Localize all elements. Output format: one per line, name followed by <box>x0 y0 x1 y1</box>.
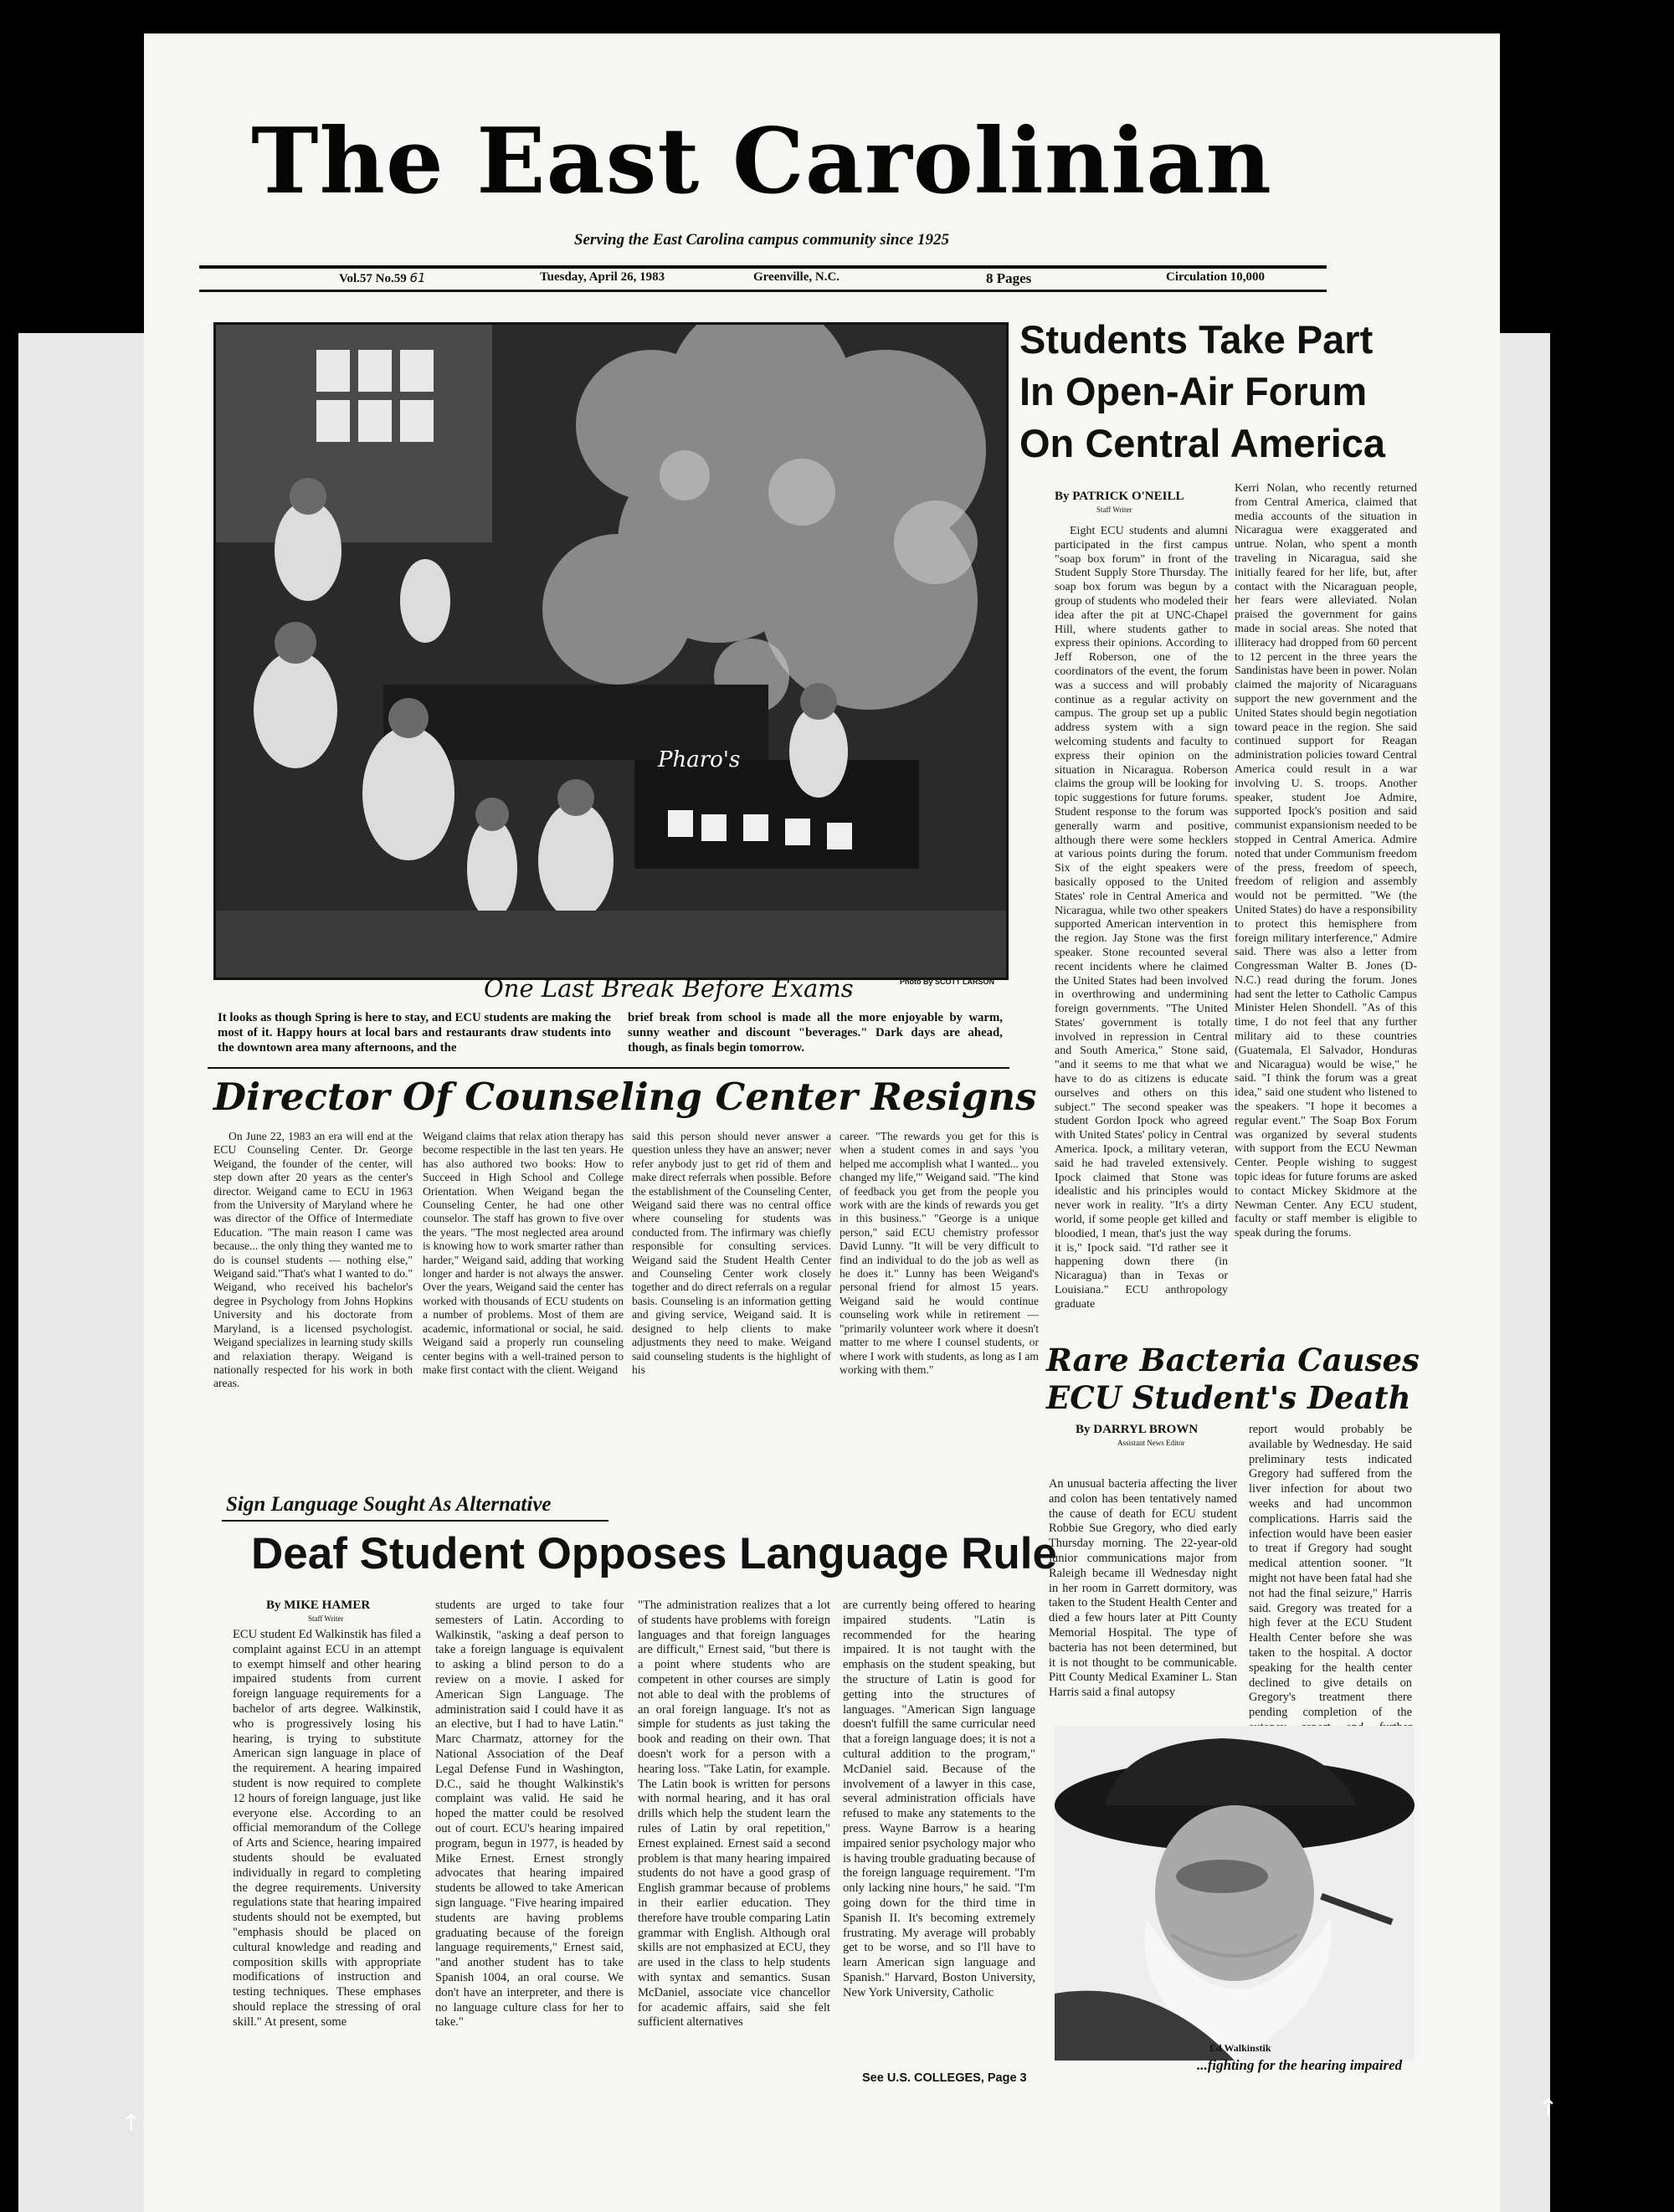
photo-title: One Last Break Before Exams <box>484 974 854 1003</box>
forum-headline-line2: In Open-Air Forum <box>1019 369 1368 413</box>
handwritten-issue-note: 61 <box>409 270 426 285</box>
kicker-underline <box>222 1520 608 1522</box>
photo-caption-left: It looks as though Spring is here to stay, and ECU students are making the most of it. Happy hours at local bars and restaurants draw students into the downtown area many afternoons, and the <box>218 1011 611 1055</box>
masthead-tagline: Serving the East Carolina campus community since 1925 <box>573 231 950 249</box>
photo-caption-right: brief break from school is made all the more enjoyable by warm, sunny weather and discount "beverages." Dark days are ahead, though, as finals begin tomorrow. <box>628 1011 1003 1055</box>
walkinstik-photo-name: Ed Walkinstik <box>1209 2042 1271 2054</box>
deaf-byline <box>266 1599 370 1623</box>
bacteria-headline-line1: Rare Bacteria Causes <box>1046 1342 1420 1378</box>
counseling-column-3: said this person should never answer a question unless they have an answer; never refer anybody just to get rid of them and make direct referrals when possible. Before the establishment of the Counseling Center, Weigand said there was no central office where counseling for students was conducted from. The infirmary was chiefly responsible for consulting services. Weigand said the Student Health Center and Counseling Center work closely together and do direct referrals on a regular basis. Counseling is an information getting and giving service, Weigand said. It is designed to help clients to make adjustments they need to make. Weigand said counseling students is the highlight of his <box>632 1130 831 1376</box>
deaf-column-4: are currently being offered to hearing impaired students. "Latin is recommended for the hearing impaired. It is not taught with the emphasis on the student speaking, but the structure of Latin is good for getting into the structures of languages. "American Sign language doesn't fulfill the same curricular need that a foreign language does; it is not a cultural addition to the program," McDaniel said. Because of the involvement of a lawyer in this case, several administration officials have refused to make any statements to the press. Wayne Barrow is a hearing impaired senior psychology major who is having trouble graduating because of the foreign language requirement. "I'm only lacking nine hours," he said. "I'm going down for the third time in Spanish II. It's becoming extremely frustrating. My average will probably get to be worse, and so I'll have to learn American sign language and Spanish." Harvard, Boston University, New York University, Catholic <box>843 1599 1035 1999</box>
happy-hour-photo-image <box>216 325 1006 978</box>
circulation: Circulation 10,000 <box>1166 270 1266 284</box>
masthead-title: The East Carolinian <box>251 109 1272 214</box>
forum-byline-name: By PATRICK O'NEILL <box>1055 490 1184 503</box>
masthead-rule-top <box>199 265 1327 269</box>
volume-number: Vol.57 No.59 61 <box>339 270 426 285</box>
forum-byline-title: Staff Writer <box>1096 506 1132 514</box>
forum-column-2: Kerri Nolan, who recently returned from Central America, claimed that media accounts of the situation in Nicaragua were exaggerated and untrue. Nolan, who spent a month traveling in Nicaragua, said she initially feared for her life, but, after contact with the Nicaraguan people, her fears were alleviated. Nolan praised the government for gains made in social areas. She noted that illiteracy had dropped from 60 percent to 12 percent in the three years the Sandinistas have been in power. Nolan claimed the majority of Nicaraguans support the new government and the United States should begin negotiation toward peace in the region. She said continued support for Reagan administration policies toward Central America could result in a war involving U. S. troops. Another speaker, student Joe Admire, supported Ipock's position and said communist expansionism needed to be stopped in Central America. Admire noted that under Communism freedom of the press, freedom of speech, freedom of religion and assembly would not be permitted. "We (the United States) do have a responsibility to protect this hemisphere from foreign military interference," Admire said. There was also a letter from Congressman Walter B. Jones (D-N.C.) read during the forum. Jones had sent the letter to Catholic Campus Minister Helen Shondell. "As of this time, I do not feel that any further military aid to these countries (Guatemala, El Salvador, Honduras and Nicaragua) would be wise," he said. "I think the forum was a great idea," said one student who listened to the speakers. "I hope it becomes a regular event." The Soap Box Forum was organized by several students with support from the ECU Newman Center. People wishing to suggest topic ideas for future forums are asked to contact Mickey Skidmore at the Newman Center. Any ECU student, faculty or staff member is eligible to speak during the forums. <box>1235 482 1417 1240</box>
forum-headline-line1: Students Take Part <box>1019 317 1374 362</box>
bacteria-byline <box>1076 1423 1198 1447</box>
crop-mark-arrow: ↑ <box>121 2109 141 2137</box>
issue-date: Tuesday, April 26, 1983 <box>540 270 665 284</box>
bacteria-column-1: An unusual bacteria affecting the liver and colon has been tentatively named the cause of death for ECU student Robbie Sue Gregory, who died early Thursday morning. The 22-year-old junior communications major from Raleigh became ill Wednesday night in her room in Garrett dormitory, was taken to the Student Health Center and died a few hours later at Pitt County Memorial Hospital. The type of bacteria has not been determined, but it is not thought to be communicable. Pitt County Medical Examiner L. Stan Harris said a final autopsy <box>1049 1477 1237 1700</box>
forum-column-1: Eight ECU students and alumni participated in the first campus "soap box forum" in front of the Student Supply Store Thursday. The soap box forum was begun by a group of students who modeled their idea after the pit at UNC-Chapel Hill, where students gather to express their opinions. According to Jeff Roberson, one of the coordinators of the event, the forum was a success and will probably continue as a regular activity on campus. The group set up a public address system with a sign welcoming students and faculty to express their opinion on the situation in Nicaragua. Roberson claims the group will be looking for topic suggestions for future forums. Student response to the forum was generally warm and positive, although there were some hecklers at various points during the forum. Six of the eight speakers were basically opposed to the United States' role in Central America and Nicaragua, while two other speakers supported American intervention in the region. Jay Stone was the first speaker. Stone recounted several recent incidents where he claimed the United States had been involved in overthrowing and undermining foreign governments. "The United States' government is totally involved in repression in Central and South America," Stone said, "and it seems to me that what we have to do as citizens is educate ourselves and others on this subject." The second speaker was student Gordon Ipock who agreed with United States' policy in Central America. Ipock, a military veteran, said he had traveled extensively. Ipock claimed that Stone was idealistic and his principles would never work in reality. "It's a dirty world, if some people get killed and bloodied, I mean, that's just the way it is," Ipock said. "I'd rather see it happening down there (in Nicaragua) than in Texas or Louisiana." ECU anthropology graduate <box>1055 525 1228 1311</box>
deaf-byline-title: Staff Writer <box>308 1614 344 1623</box>
bacteria-byline-title: Assistant News Editor <box>1117 1439 1185 1447</box>
pharos-sign-text: Pharo's <box>658 747 741 772</box>
issue-location: Greenville, N.C. <box>753 270 840 284</box>
deaf-headline: Deaf Student Opposes Language Rule <box>251 1529 1057 1578</box>
deaf-column-1: ECU student Ed Walkinstik has filed a complaint against ECU in an attempt to exempt himself and other hearing impaired students from current foreign language requirements for a bachelor of arts degree. Walkinstik, who is progressively losing his hearing, is trying to substitute American sign language in place of the requirement. A hearing impaired student is now required to complete 12 hours of foreign language, just like everyone else. According to an official memorandum of the College of Arts and Science, hearing impaired students should be evaluated individually in regard to completing the degree requirements. University regulations state that hearing impaired students should not be exempted, but "emphasis should be placed on cultural knowledge and reading and composition skills with appropriate modifications of instruction and testing techniques. These emphases should replace the stressing of oral skill." At present, some <box>233 1628 421 2029</box>
counseling-headline: Director Of Counseling Center Resigns <box>213 1075 1037 1119</box>
bacteria-column-2: report would probably be available by Wednesday. He said preliminary tests indicated Gregory had suffered from the liver infection for about two weeks and had uncommon complications. Harris said the infection would have been easier to treat if Gregory had sought medical attention sooner. "It might not have been fatal had she not had the final seizure," Harris said. Gregory was treated for a high fever at the ECU Student Health Center before she was taken to the hospital. A doctor speaking for the health center declined to give details on Gregory's treatment there pending completion of the <box>1249 1423 1412 1720</box>
deaf-kicker: Sign Language Sought As Alternative <box>226 1493 552 1516</box>
deaf-byline-name: By MIKE HAMER <box>266 1599 371 1612</box>
forum-headline-line3: On Central America <box>1019 421 1386 465</box>
photo-credit: Photo By SCOTT LARSON <box>900 978 994 986</box>
walkinstik-portrait-image <box>1055 1726 1415 2061</box>
walkinstik-photo <box>1055 1726 1415 2061</box>
walkinstik-photo-caption: ...fighting for the hearing impaired <box>1197 2057 1403 2073</box>
counseling-column-1: On June 22, 1983 an era will end at the ECU Counseling Center. Dr. George Weigand, the founder of the center, will step down after 20 years as the center's director. Weigand came to ECU in 1963 from the University of Maryland where he was director of the Office of Intermediate Education. "The main reason I came was because... the only thing they wanted me to do is counsel students — nothing else," Weigand said."That's what I wanted to do." Weigand, who received his bachelor's degree in Psychology from Johns Hopkins University and his doctorate from Maryland, is a licensed psychologist. Weigand specializes in learning study skills and relaxiation therapy. Weigand is nationally respected for his work in both areas. <box>213 1130 413 1390</box>
page-count: 8 Pages <box>986 270 1032 286</box>
masthead-rule-bottom <box>199 290 1327 292</box>
deaf-jump-line: See U.S. COLLEGES, Page 3 <box>862 2071 1027 2085</box>
deaf-column-2: students are urged to take four semesters of Latin. According to Walkinstik, "asking a deaf person to take a foreign language is equivalent to asking a blind person to do a review on a movie. I asked for American Sign Language. The administration said I could have it as an elective, but I had to have Latin." Marc Charmatz, attorney for the National Association of the Deaf Legal Defense Fund in Washington, D.C., said he thought Walkinstik's complaint was valid. He said he hoped the matter could be resolved out of court. ECU's hearing impaired program, begun in 1977, is headed by Mike Ernest. Ernest strongly advocates that hearing impaired students be allowed to take American sign language. "Five hearing impaired students are having problems graduating because of the foreign language requirements," Ernest said, "and another student has to take Spanish 1004, an oral course. We don't have an interpreter, and there is no language culture class for her to take." <box>435 1599 624 2030</box>
forum-byline <box>1055 490 1184 514</box>
photo-box-border <box>208 1067 1009 1069</box>
main-photo <box>213 322 1009 980</box>
counseling-column-2: Weigand claims that relax ation therapy has become respectible in the last ten years. He has also authored two books: How to Succeed in High School and College Orientation. When Weigand began the Counseling Center, he had one other counselor. The staff has grown to five over the years. "The most neglected area around is knowing how to work smarter rather than harder," Weigand said, adding that working longer and harder is not always the answer. Over the years, Weigand said the center has worked with thousands of ECU students on a number of problems. Most of them are academic, informational or social, he said. Weigand said a properly run counseling center begins with a well-trained person to make first contact with the client. Weigand <box>423 1130 624 1376</box>
deaf-column-3: "The administration realizes that a lot of students have problems with foreign languages and that foreign languages are difficult," Ernest said, "but there is a point where students who are competent in other courses are simply not able to deal with the problems of an oral foreign language. It's not as simple for students as just taking the book and reading on their own. That doesn't work for a person with a hearing loss. "Take Latin, for example. The Latin book is written for persons with normal hearing, and it has oral drills which help the student learn the rules of Latin by oral repetition," Ernest explained. Ernest said a second problem is that many hearing impaired students do not have a good grasp of English grammar because of problems in their earlier education. They therefore have trouble comparing Latin grammar with English. Although oral skills are not emphasized at ECU, they are used in the class to help students with syntax and semantics. Susan McDaniel, associate vice chancellor for academic affairs, said she felt sufficient alternatives <box>638 1599 830 2030</box>
bacteria-headline-line2: ECU Student's Death <box>1046 1379 1411 1416</box>
bacteria-byline-name: By DARRYL BROWN <box>1076 1423 1199 1436</box>
crop-mark-arrow: ↑ <box>1538 2094 1558 2122</box>
counseling-column-4: career. "The rewards you get for this is when a student comes in and says 'you helped me accomplish what I wanted... you changed my life,'" Weigand said. "The kind of feedback you get from the people you work with are the kinds of rewards you get in this business." "George is a unique person," said ECU chemistry professor David Lunny. "It will be very difficult to find an individual to do the job as well as he does it." Lunny has been Weigand's personal friend for almost 15 years. Weigand said he would continue counseling work while in retirement — "primarily volunteer work where it doesn't matter to me where I counsel students, or where I work with students, as long as I am working with them." <box>840 1130 1039 1376</box>
